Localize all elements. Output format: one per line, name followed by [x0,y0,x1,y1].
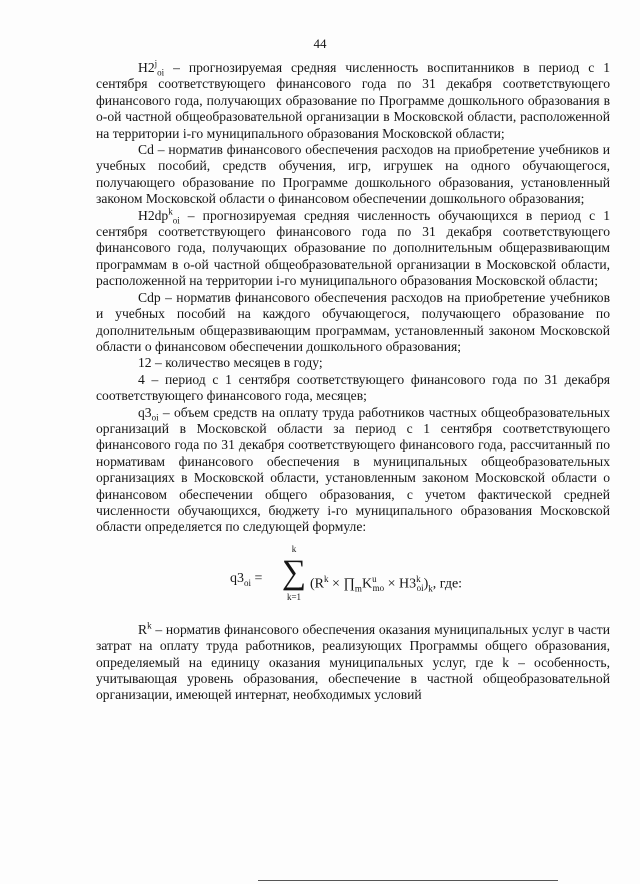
sigma-symbol: ∑ [281,553,307,591]
definition-months-per-year: 12 – количество месяцев в году; [138,355,323,371]
page-bottom-rule [258,880,558,881]
formula-rhs: ($R^k$ × $\prod_mK^u_{mo} \times H3^k_{oi})_k$, где: [310,573,463,594]
summation-sign [280,544,308,602]
symbol-q3: $q3_{oi}$ [138,404,159,423]
symbol-cdp: Cdp [138,289,161,305]
symbol-h2: $H2^j_{oi}$ [138,58,165,78]
definition-q3 [96,405,610,536]
definition-rk [96,622,610,704]
formula-lhs: $q3_{oi}$ = [230,570,263,588]
definition-text: – объем средств на оплату труда работников частных общеобразовательных организаций в Московской области за период с 1 сентября соответствующего финансового года по 31 декабря соответствующего финансового года, рассчитанный по нормативам финансового обеспечения в муниципальных общеобразовательных организациях в Московской области, установленным законом Московской области о финансовом обеспечении общего образования, с учетом фактической средней численности обучающихся, бюджету i-го муниципального образования Московской области определяется по следующей формуле: [96,404,610,535]
definition-text: – прогнозируемая средняя численность обучающихся в период с 1 сентября соответствующего финансового года по 31 декабря соответствующего финансового года, получающих образование по дополнительным общеразвивающим программам в о-ой частной общеобразовательной организации в Московской области, расположенной на территории i-го муниципального образования Московской области; [96,207,610,289]
sum-upper-limit: k [291,543,297,554]
definition-h2-preschool [96,60,610,142]
definition-text: – прогнозируемая средняя численность воспитанников в период с 1 сентября соответствующего финансового года по 31 декабря соответствующего финансового года, получающих образование по Программе дошкольного образования в о-ой частной общеобразовательной организации в Московской области, расположенной на территории i-го муниципального образования Московской области; [96,60,610,141]
definition-text: – норматив финансового обеспечения оказания муниципальных услуг в части затрат на оплату труда работников, реализующих Программы общего образования, определяемый на единицу оказания муниципальных услуг, где k – особенность, учитывающая уровень образования, обеспечение в частной общеобразовательной организации, имеющей интернат, необходимых условий [96,621,610,703]
definition-text: – норматив финансового обеспечения расходов на приобретение учебников и учебных пособий на каждого обучающегося, получающего образование по дополнительным общеразвивающим программам, установленный законом Московской области о финансовом обеспечении дошкольного образования; [96,289,610,354]
definition-period-months: 4 – период с 1 сентября соответствующего финансового года по 31 декабря соответствующего финансового года, месяцев; [96,371,610,404]
symbol-cd: Cd [138,142,154,158]
definition-cdp [96,290,610,356]
definition-h2dp [96,208,610,290]
symbol-rk: $R^k$ [138,620,152,637]
page-number: 44 [313,36,327,51]
formula-q3 [96,544,610,614]
document-body [96,60,610,704]
definition-text: – норматив финансового обеспечения расходов на приобретение учебников и учебных пособий, средств обучения, игр, игрушек на одного обучающегося, получающего образование по Программе дошкольного образования, установленный законом Московской области о финансовом обеспечении дошкольного образования; [96,142,610,207]
symbol-h2dp: $H2dp^k_{oi}$ [138,206,180,226]
definition-cd [96,142,610,208]
sum-lower-limit: k=1 [286,591,302,602]
